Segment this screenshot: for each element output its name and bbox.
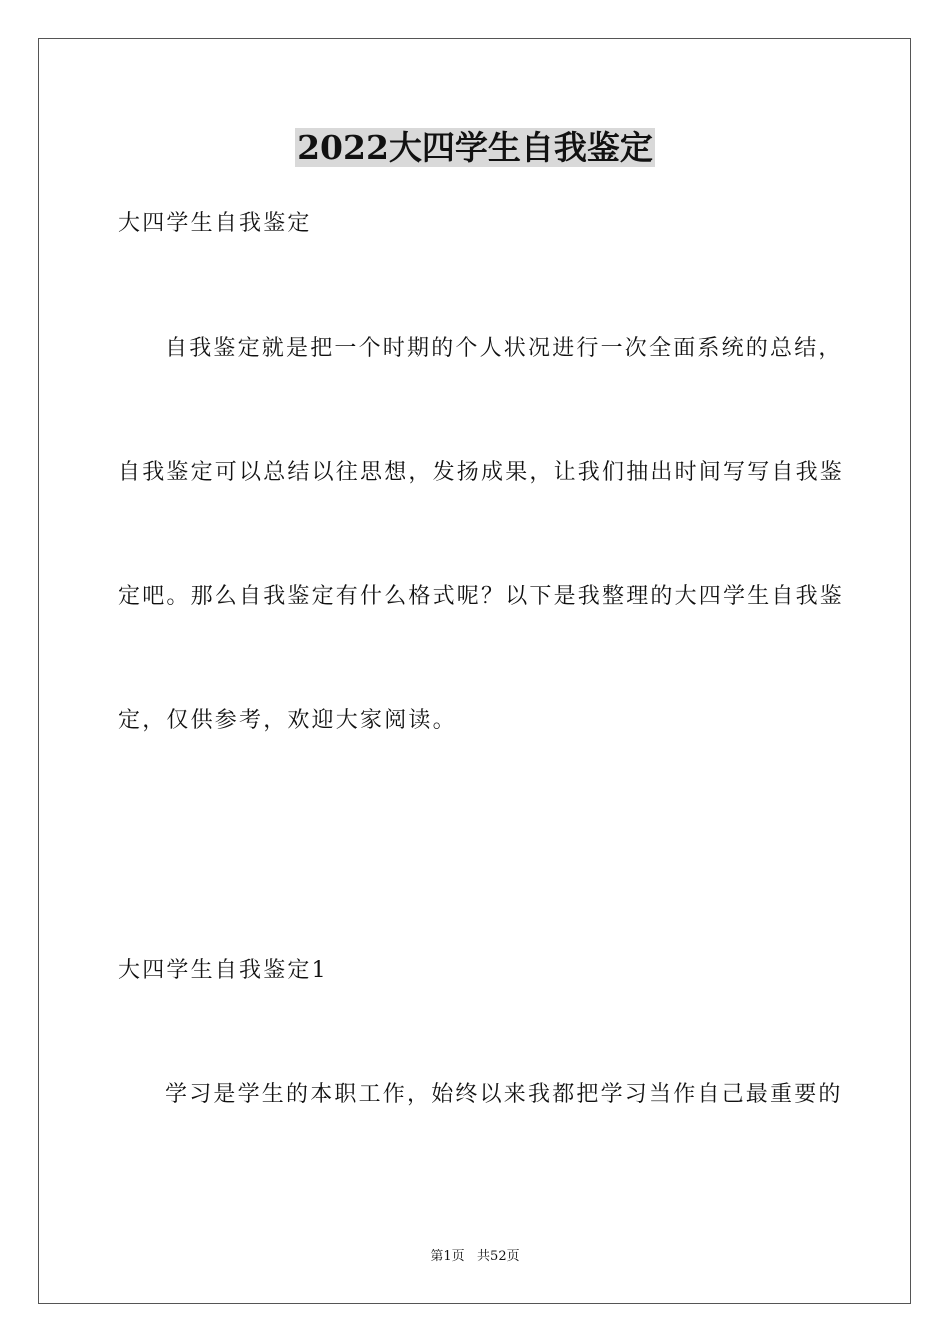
document-title <box>0 124 950 172</box>
intro-line-2: 自我鉴定可以总结以往思想，发扬成果，让我们抽出时间写写自我鉴 <box>118 460 845 485</box>
section-paragraph-line-1: 学习是学生的本职工作，始终以来我都把学习当作自己最重要的 <box>165 1082 843 1107</box>
document-subtitle: 大四学生自我鉴定 <box>118 211 312 236</box>
section-heading: 大四学生自我鉴定1 <box>118 958 328 983</box>
document-title-text: 2022大四学生自我鉴定 <box>297 128 653 167</box>
intro-line-4: 定，仅供参考，欢迎大家阅读。 <box>118 708 457 733</box>
intro-line-1: 自我鉴定就是把一个时期的个人状况进行一次全面系统的总结， <box>165 336 843 361</box>
intro-line-3: 定吧。那么自我鉴定有什么格式呢？以下是我整理的大四学生自我鉴 <box>118 584 845 609</box>
page-number-footer: 第1页 共52页 <box>430 1249 520 1264</box>
